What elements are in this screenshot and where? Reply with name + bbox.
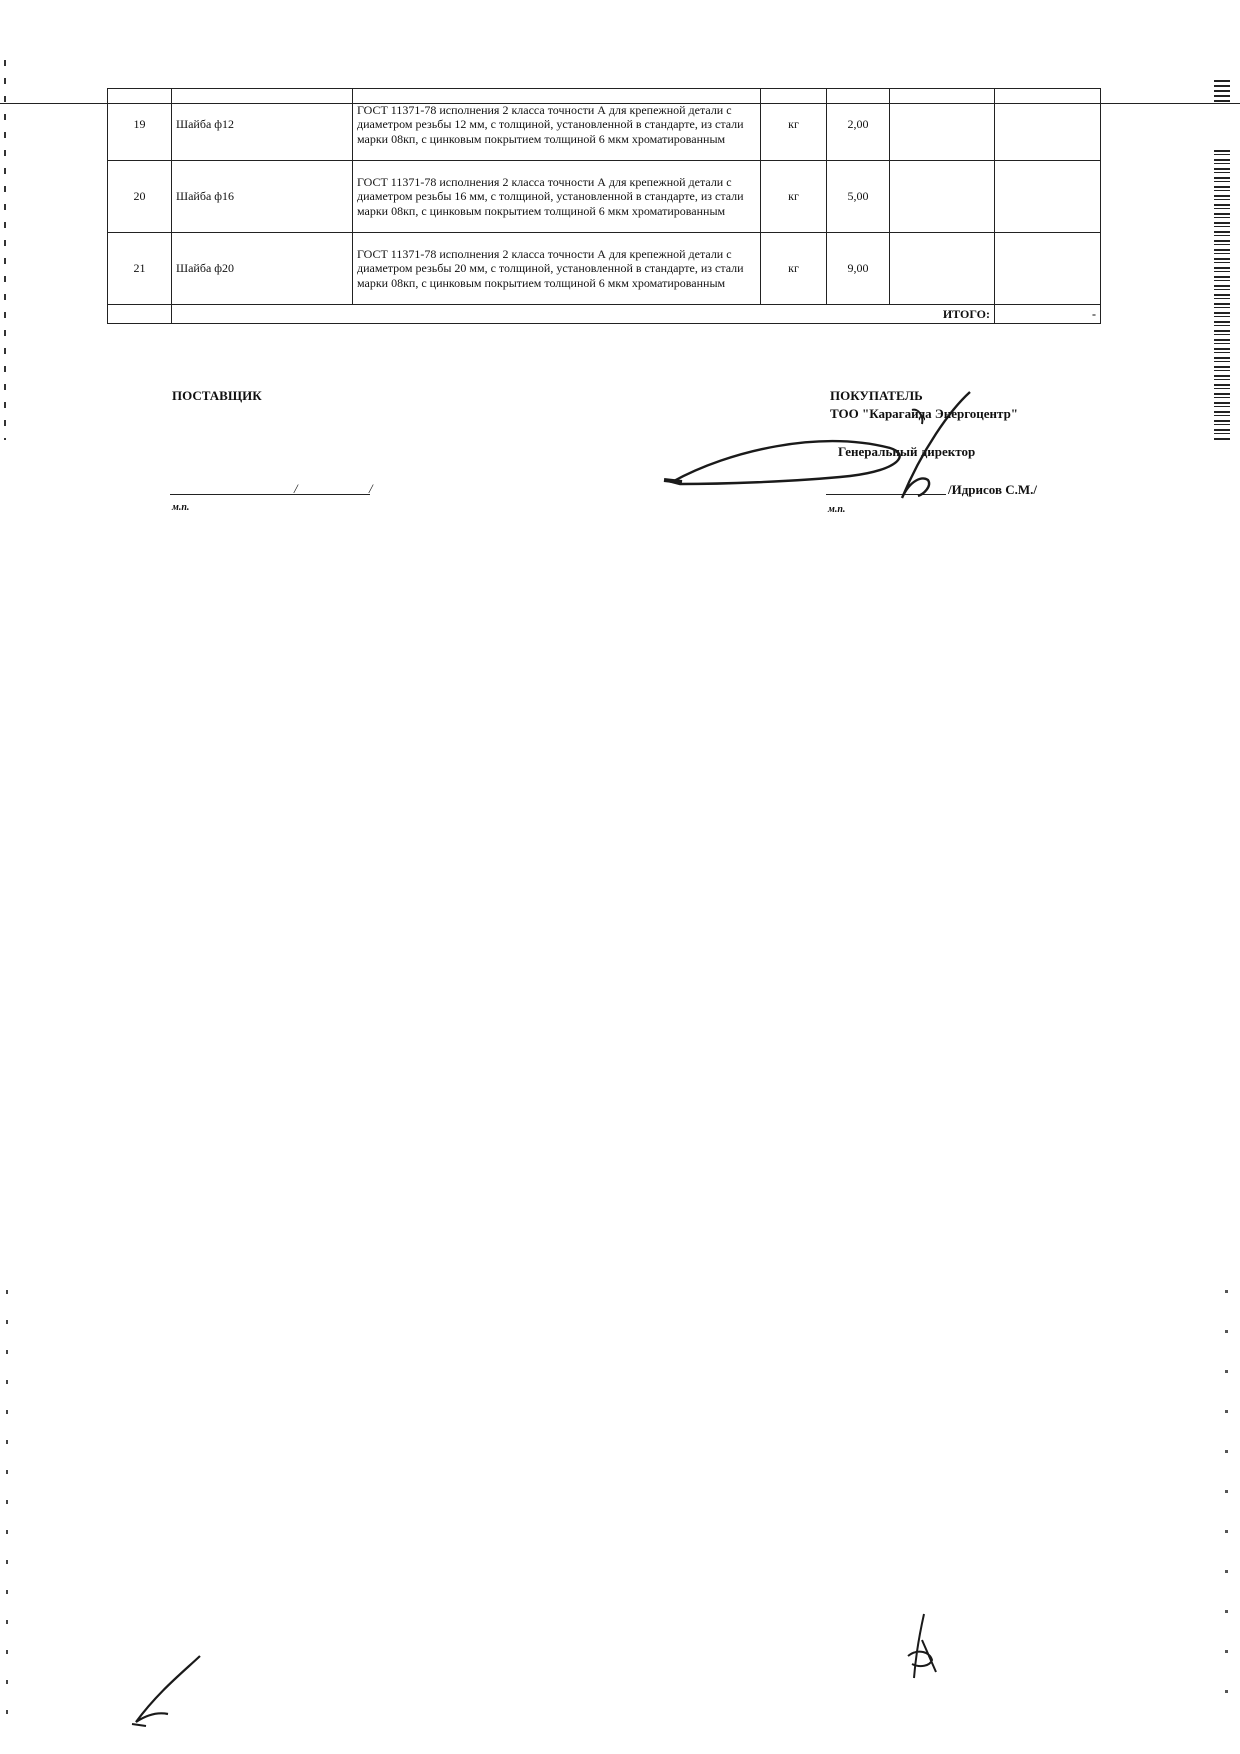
table-row — [108, 233, 1101, 305]
barcode-strip — [1214, 150, 1230, 440]
item-unit: кг — [761, 161, 827, 233]
total-label-text: ИТОГО: — [890, 305, 995, 324]
buyer-stamp-label: м.п. — [828, 504, 846, 515]
barcode-strip-top — [1214, 80, 1230, 102]
item-price — [890, 161, 995, 233]
total-blank-cell — [108, 305, 172, 324]
item-quantity: 2,00 — [827, 89, 890, 161]
table-row — [108, 89, 1101, 161]
buyer-signature — [660, 390, 990, 520]
item-description: ГОСТ 11371-78 исполнения 2 класса точности А для крепежной детали с диаметром резьбы 20 мм, с толщиной, установленной в стандарте, из стали марки 08кп, с цинковым покрытием толщиной 6 мкм хроматированным — [353, 233, 761, 305]
buyer-position: Генеральный директор — [838, 444, 976, 459]
item-name: Шайба ф20 — [172, 233, 353, 305]
supplier-signature-slash: / — [369, 481, 373, 496]
total-value: - — [995, 305, 1101, 324]
total-row — [108, 305, 1101, 324]
total-label — [172, 305, 890, 324]
buyer-name: /Идрисов С.М./ — [948, 482, 1038, 497]
item-sum — [995, 233, 1101, 305]
item-name: Шайба ф12 — [172, 89, 353, 161]
item-price — [890, 233, 995, 305]
buyer-title: ПОКУПАТЕЛЬ — [830, 388, 923, 403]
supplier-signature-line — [170, 494, 370, 495]
item-sum — [995, 89, 1101, 161]
item-description: ГОСТ 11371-78 исполнения 2 класса точности А для крепежной детали с диаметром резьбы 12 мм, с толщиной, установленной в стандарте, из стали марки 08кп, с цинковым покрытием толщиной 6 мкм хроматированным — [353, 89, 761, 161]
scan-edge-right-lower — [1225, 1290, 1228, 1730]
specification-table — [107, 88, 1101, 324]
scan-edge-left-lower — [6, 1290, 8, 1720]
buyer-organization: ТОО "Карагаида Энергоцентр" — [830, 406, 1019, 421]
page-initials-signature — [128, 1652, 208, 1732]
scan-edge-left — [4, 60, 6, 440]
row-number: 19 — [108, 89, 172, 161]
item-unit: кг — [761, 89, 827, 161]
item-unit: кг — [761, 233, 827, 305]
item-description: ГОСТ 11371-78 исполнения 2 класса точности А для крепежной детали с диаметром резьбы 16 мм, с толщиной, установленной в стандарте, из стали марки 08кп, с цинковым покрытием толщиной 6 мкм хроматированным — [353, 161, 761, 233]
supplier-signature-slash: / — [294, 481, 298, 496]
item-quantity: 9,00 — [827, 233, 890, 305]
row-number: 20 — [108, 161, 172, 233]
row-number: 21 — [108, 233, 172, 305]
item-quantity: 5,00 — [827, 161, 890, 233]
supplier-stamp-label: м.п. — [172, 502, 190, 513]
item-sum — [995, 161, 1101, 233]
item-name: Шайба ф16 — [172, 161, 353, 233]
supplier-title: ПОСТАВЩИК — [172, 388, 262, 403]
table-row — [108, 161, 1101, 233]
page-initials-mark — [902, 1612, 942, 1682]
item-price — [890, 89, 995, 161]
